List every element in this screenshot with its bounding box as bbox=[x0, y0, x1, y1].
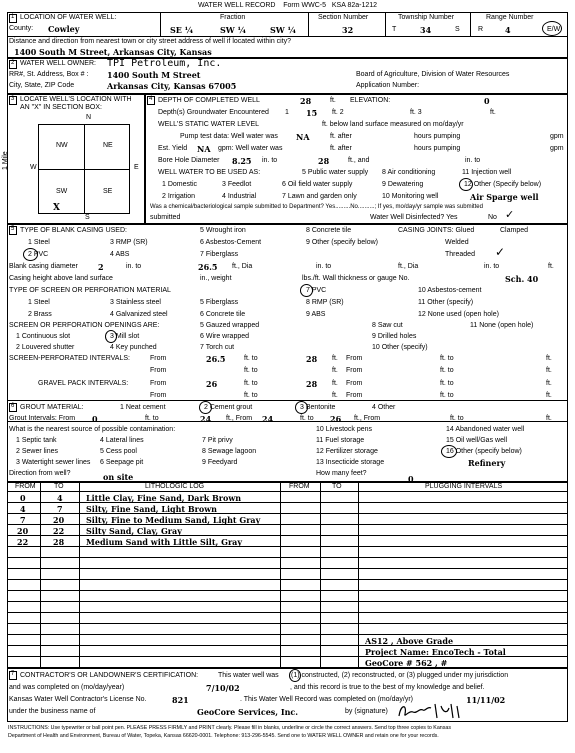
fraction-1: SE ¼ bbox=[170, 25, 194, 35]
pump-test-label: Pump test data: Well water was bbox=[180, 133, 278, 140]
log-row-text: Silty, Fine Sand, Light Brown bbox=[86, 504, 217, 514]
depth-label: DEPTH OF COMPLETED WELL bbox=[158, 97, 260, 104]
locate-label: LOCATE WELL'S LOCATION WITH AN "X" IN SECTION BOX: bbox=[20, 96, 132, 111]
log-header-from: FROM bbox=[15, 483, 36, 490]
mile-label: 1 Mile bbox=[2, 151, 9, 170]
north-label: N bbox=[86, 114, 92, 121]
static-level-label: WELL'S STATIC WATER LEVEL bbox=[158, 121, 260, 128]
completion-date: 7/10/02 bbox=[206, 683, 240, 693]
yield-value: NA bbox=[197, 144, 211, 154]
constructed-circle bbox=[289, 669, 301, 682]
city-label: City, State, ZIP Code bbox=[9, 82, 75, 89]
quad-nw: NW bbox=[56, 142, 68, 149]
gravel-pack-label: GRAVEL PACK INTERVALS: bbox=[38, 380, 129, 387]
openings-label: SCREEN OR PERFORATION OPENINGS ARE: bbox=[9, 322, 160, 329]
direction-label: Direction from well? bbox=[9, 470, 71, 477]
log-header-lithologic: LITHOLOGIC LOG bbox=[145, 483, 205, 490]
contamination-label: What is the nearest source of possible contamination: bbox=[9, 426, 176, 433]
distance-value: 1400 South M Street, Arkansas City, Kansas bbox=[14, 47, 212, 57]
east-label: E bbox=[134, 164, 139, 171]
log-row-text: Medium Sand with Little Silt, Gray bbox=[86, 537, 242, 547]
location-x-mark: X bbox=[53, 203, 60, 213]
log-row-to: 20 bbox=[53, 515, 65, 525]
log-row-from: 7 bbox=[20, 515, 26, 525]
screen-to-value: 28 bbox=[306, 354, 318, 364]
business-name: GeoCore Services, Inc. bbox=[197, 707, 299, 717]
west-label: W bbox=[30, 164, 37, 171]
log-row-to: 22 bbox=[53, 526, 65, 536]
note-as12: AS12 , Above Grade bbox=[365, 636, 454, 646]
mill-slot-circle bbox=[105, 330, 117, 343]
log-row-from: 20 bbox=[17, 526, 29, 536]
county-value: Cowley bbox=[48, 24, 80, 34]
gauge-value: Sch. 40 bbox=[505, 274, 539, 284]
bentonite-circle bbox=[295, 401, 308, 414]
address-value: 1400 South M Street bbox=[107, 70, 201, 80]
log-row-to: 28 bbox=[53, 537, 65, 547]
log-row-text: Silty Sand, Clay, Gray bbox=[86, 526, 182, 536]
location-label: LOCATION OF WATER WELL: bbox=[20, 14, 117, 21]
grout-intervals-label: Grout Intervals: From bbox=[9, 415, 76, 422]
pvc-circle bbox=[23, 248, 38, 261]
fraction-3: SW ¼ bbox=[270, 25, 296, 35]
log-row-to: 4 bbox=[57, 493, 63, 503]
plug-header-intervals: PLUGGING INTERVALS bbox=[425, 483, 503, 490]
board-label: Board of Agriculture, Division of Water Resources bbox=[356, 71, 510, 78]
bore-label: Bore Hole Diameter bbox=[158, 157, 220, 164]
record-date: 11/11/02 bbox=[466, 695, 506, 705]
county-label: County: bbox=[9, 25, 34, 32]
use-label: WELL WATER TO BE USED AS: bbox=[158, 169, 261, 176]
disinfected-check-icon: ✓ bbox=[505, 209, 515, 221]
bore-to-value: 28 bbox=[318, 156, 330, 166]
screen-from-value: 26.5 bbox=[206, 354, 226, 364]
use-12-circle bbox=[459, 178, 473, 191]
log-row-from: 0 bbox=[20, 493, 26, 503]
casing-to-value: 26.5 bbox=[198, 262, 218, 272]
south-label: S bbox=[85, 214, 90, 221]
use-other-value: Air Sparge well bbox=[470, 192, 539, 202]
distance-label: Distance and direction from nearest town or city street address of well if located within city? bbox=[9, 38, 292, 45]
log-row-from: 22 bbox=[17, 537, 29, 547]
plug-header-to: TO bbox=[332, 483, 342, 490]
yield-label: Est. Yield bbox=[158, 145, 188, 152]
address-label: RR#, St. Address, Box # : bbox=[9, 71, 89, 78]
instructions-line-1: INSTRUCTIONS: Use typewriter or ball point pen. PLEASE PRESS FIRMLY and PRINT clearly. Please fill in blanks, underline or circle the correct answers. Send top three copies to Kansas bbox=[8, 725, 451, 731]
section-label: Section Number bbox=[318, 14, 369, 21]
elevation-value: 0 bbox=[484, 96, 490, 106]
city-value: Arkansas City, Kansas 67005 bbox=[107, 81, 237, 91]
range-ew: E/W bbox=[547, 26, 561, 33]
note-project: Project Name: EncoTech - Total bbox=[365, 647, 506, 657]
quad-ne: NE bbox=[103, 142, 113, 149]
other-contam-circle bbox=[441, 445, 457, 458]
casing-height-label: Casing height above land surface bbox=[9, 275, 113, 282]
range-label: Range Number bbox=[486, 14, 534, 21]
chemical-sample-label: Was a chemical/bacteriological sample submitted to Department? Yes.........No..........; If yes, mo/day/yr sample was submitted bbox=[150, 204, 483, 210]
screen-intervals-label: SCREEN-PERFORATED INTERVALS: bbox=[9, 355, 130, 362]
township-value: 34 bbox=[420, 25, 432, 35]
casing-diameter-label: Blank casing diameter bbox=[9, 263, 78, 270]
section-1-number: 1 bbox=[11, 14, 15, 20]
range-circle bbox=[542, 21, 562, 36]
cement-grout-circle bbox=[199, 401, 212, 414]
depth-value: 28 bbox=[300, 96, 312, 106]
log-row-text: Little Clay, Fine Sand, Dark Brown bbox=[86, 493, 242, 503]
quad-se: SE bbox=[103, 188, 113, 195]
application-number-label: Application Number: bbox=[356, 82, 420, 89]
groundwater-1-value: 15 bbox=[306, 108, 318, 118]
bore-value: 8.25 bbox=[232, 156, 252, 166]
township-label: Township Number bbox=[398, 14, 455, 21]
direction-value: on site bbox=[103, 472, 134, 482]
pump-test-value: NA bbox=[296, 132, 310, 142]
casing-joints-label: CASING JOINTS: Glued bbox=[398, 227, 475, 234]
instructions-line-2: Department of Health and Environment, Bureau of Water, Topeka, Kansas 66620-0001. Telephone: 913-296-5545. Send one to WATER WELL OWNER and retain one for your records. bbox=[8, 733, 439, 739]
casing-type-label: TYPE OF BLANK CASING USED: bbox=[20, 227, 127, 234]
owner-value: TPI Petroleum, Inc. bbox=[107, 58, 222, 69]
quad-sw: SW bbox=[56, 188, 68, 195]
form-title: WATER WELL RECORD Form WWC-5 KSA 82a-1212 bbox=[197, 2, 378, 9]
license-number: 821 bbox=[172, 695, 189, 705]
certification-label: CONTRACTOR'S OR LANDOWNER'S CERTIFICATION: bbox=[20, 672, 199, 679]
owner-label: WATER WELL OWNER: bbox=[20, 60, 96, 67]
how-many-feet-label: How many feet? bbox=[316, 470, 367, 477]
section-value: 32 bbox=[342, 25, 354, 35]
screen-pvc-circle bbox=[300, 284, 313, 297]
screen-type-label: TYPE OF SCREEN OR PERFORATION MATERIAL bbox=[9, 287, 171, 294]
contam-other-value: Refinery bbox=[468, 458, 506, 468]
range-value: 4 bbox=[505, 25, 511, 35]
plug-header-from: FROM bbox=[289, 483, 310, 490]
elevation-label: ELEVATION: bbox=[350, 97, 391, 104]
log-row-text: Silty, Fine to Medium Sand, Light Gray bbox=[86, 515, 261, 525]
fraction-label: Fraction bbox=[220, 14, 246, 21]
fraction-2: SW ¼ bbox=[220, 25, 246, 35]
log-row-to: 7 bbox=[57, 504, 63, 514]
log-header-to: TO bbox=[54, 483, 64, 490]
grout-label: GROUT MATERIAL: bbox=[20, 404, 84, 411]
groundwater-label: Depth(s) Groundwater Encountered bbox=[158, 109, 269, 116]
disinfected-label: Water Well Disinfected? Yes bbox=[370, 214, 458, 221]
signature-image bbox=[395, 700, 465, 722]
use-other: 12 Other (Specify below) bbox=[464, 181, 542, 188]
log-row-from: 4 bbox=[20, 504, 26, 514]
gravel-to-value: 28 bbox=[306, 379, 318, 389]
note-geocore: GeoCore # 562 , # bbox=[365, 658, 448, 668]
casing-diameter-value: 2 bbox=[98, 262, 104, 272]
threaded-check-icon: ✓ bbox=[495, 245, 506, 259]
gravel-from-value: 26 bbox=[206, 379, 218, 389]
